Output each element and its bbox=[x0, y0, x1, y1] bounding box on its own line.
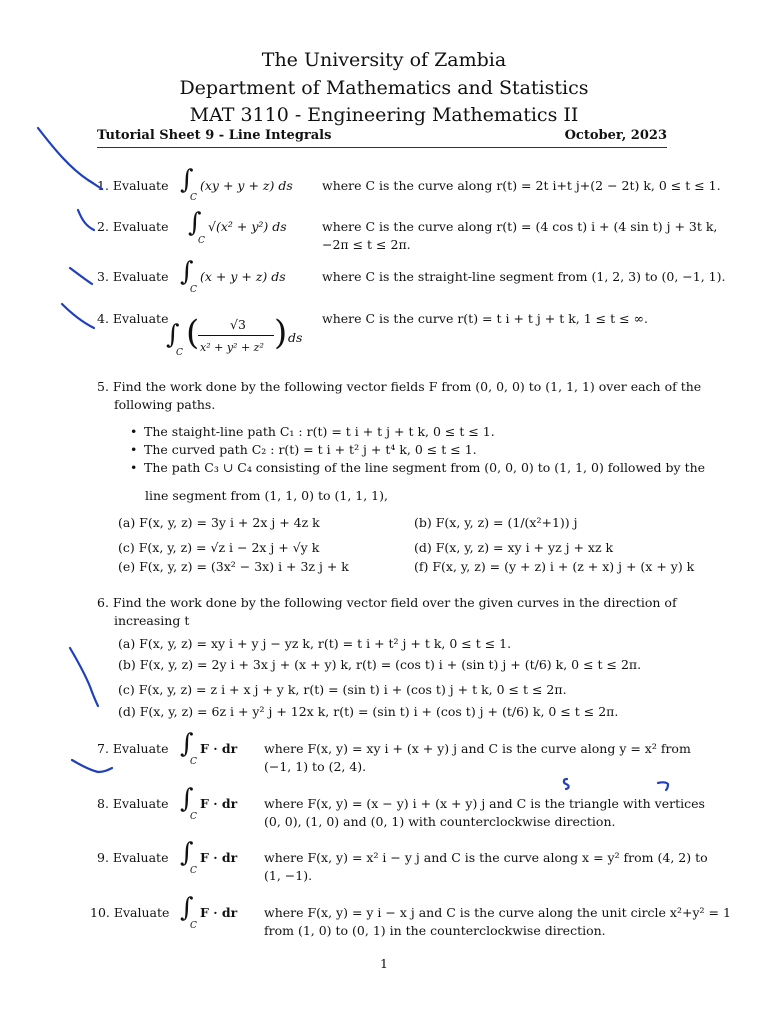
q6-part-c: (c) F(x, y, z) = z i + x j + y k, r(t) = (sin t) i + (cos t) j + t k, 0 ≤ t ≤ 2π. bbox=[118, 682, 567, 697]
q4-ds: ds bbox=[288, 330, 303, 345]
integral-sign: ∫ bbox=[166, 320, 180, 350]
integral-sign: ∫ bbox=[180, 893, 194, 923]
checkmark-q2 bbox=[78, 210, 94, 230]
q9-condition-line1: where F(x, y) = x² i − y j and C is the curve along x = y² from (4, 2) to bbox=[264, 850, 708, 865]
integral-sign: ∫ bbox=[180, 165, 194, 195]
q7-label: 7. Evaluate bbox=[97, 741, 169, 756]
q5-field-d: (d) F(x, y, z) = xy i + yz j + xz k bbox=[414, 540, 614, 555]
checkmark-q1 bbox=[38, 128, 102, 189]
integral-subscript: C bbox=[198, 236, 205, 246]
q6-part-b: (b) F(x, y, z) = 2y i + 3x j + (x + y) k, r(t) = (cos t) i + (sin t) j + (t/6) k, 0 ≤ t ≤ 2π. bbox=[118, 657, 642, 672]
integral-subscript: C bbox=[190, 285, 197, 295]
checkmark-q7 bbox=[72, 760, 112, 772]
integral-subscript: C bbox=[190, 921, 197, 931]
q5-path-1: • The staight-line path C₁ : r(t) = t i + t j + t k, 0 ≤ t ≤ 1. bbox=[130, 423, 705, 441]
department-title: Department of Mathematics and Statistics bbox=[179, 77, 589, 99]
q9-integrand: F · dr bbox=[200, 850, 238, 865]
q1-label: 1. Evaluate bbox=[97, 178, 169, 193]
q9-condition-line2: (1, −1). bbox=[264, 868, 313, 883]
q10-condition-line2: from (1, 0) to (0, 1) in the counterclockwise direction. bbox=[264, 923, 606, 938]
q8-condition-line2: (0, 0), (1, 0) and (0, 1) with counterclockwise direction. bbox=[264, 814, 616, 829]
q1-condition: where C is the curve along r(t) = 2t i+t j+(2 − 2t) k, 0 ≤ t ≤ 1. bbox=[322, 178, 721, 193]
q5-path-list bbox=[130, 423, 705, 477]
left-paren: ( bbox=[186, 313, 200, 353]
q6-line1: 6. Find the work done by the following vector field over the given curves in the direction of bbox=[97, 595, 677, 610]
q4-denominator: x² + y² + z² bbox=[200, 341, 264, 354]
q5-path-2: • The curved path C₂ : r(t) = t i + t² j + t⁴ k, 0 ≤ t ≤ 1. bbox=[130, 441, 705, 459]
q5-path-3: • The path C₃ ∪ C₄ consisting of the line segment from (0, 0, 0) to (1, 1, 0) followed by the bbox=[130, 459, 705, 477]
pen-mark-s bbox=[564, 779, 569, 789]
header-rule bbox=[97, 147, 667, 148]
page-number: 1 bbox=[380, 956, 388, 971]
q5-field-b: (b) F(x, y, z) = (1/(x²+1)) j bbox=[414, 515, 578, 530]
q10-label: 10. Evaluate bbox=[90, 905, 170, 920]
integral-sign: ∫ bbox=[180, 784, 194, 814]
q7-condition-line2: (−1, 1) to (2, 4). bbox=[264, 759, 367, 774]
checkmark-q3 bbox=[70, 268, 92, 284]
q6-part-a: (a) F(x, y, z) = xy i + y j − yz k, r(t) = t i + t² j + t k, 0 ≤ t ≤ 1. bbox=[118, 636, 512, 651]
checkmark-q6 bbox=[70, 648, 98, 706]
q2-integrand: √(x² + y²) ds bbox=[208, 219, 287, 234]
q5-field-a: (a) F(x, y, z) = 3y i + 2x j + 4z k bbox=[118, 515, 320, 530]
university-title: The University of Zambia bbox=[261, 49, 507, 71]
course-title: MAT 3110 - Engineering Mathematics II bbox=[189, 104, 579, 126]
q3-condition: where C is the straight-line segment from (1, 2, 3) to (0, −1, 1). bbox=[322, 269, 726, 284]
integral-subscript: C bbox=[190, 757, 197, 767]
integral-subscript: C bbox=[190, 812, 197, 822]
sheet-date: October, 2023 bbox=[564, 128, 667, 143]
q2-condition-line2: −2π ≤ t ≤ 2π. bbox=[322, 237, 411, 252]
q5-field-e: (e) F(x, y, z) = (3x² − 3x) i + 3z j + k bbox=[118, 559, 349, 574]
q6-line2: increasing t bbox=[114, 613, 190, 628]
q4-condition: where C is the curve r(t) = t i + t j + t k, 1 ≤ t ≤ ∞. bbox=[322, 311, 648, 326]
q9-label: 9. Evaluate bbox=[97, 850, 169, 865]
sheet-subheader bbox=[97, 128, 667, 143]
q5-field-c: (c) F(x, y, z) = √z i − 2x j + √y k bbox=[118, 540, 320, 555]
q7-condition-line1: where F(x, y) = xy i + (x + y) j and C is the curve along y = x² from bbox=[264, 741, 691, 756]
q7-integrand: F · dr bbox=[200, 741, 238, 756]
right-paren: ) bbox=[274, 313, 288, 353]
q10-condition-line1: where F(x, y) = y i − x j and C is the curve along the unit circle x²+y² = 1 bbox=[264, 905, 731, 920]
q2-label: 2. Evaluate bbox=[97, 219, 169, 234]
fraction-bar bbox=[198, 335, 274, 336]
q5-line1: 5. Find the work done by the following vector fields F from (0, 0, 0) to (1, 1, 1) over each of the bbox=[97, 379, 702, 394]
q4-numerator: √3 bbox=[230, 317, 246, 332]
integral-subscript: C bbox=[190, 193, 197, 203]
q5-field-f: (f) F(x, y, z) = (y + z) i + (z + x) j + (x + y) k bbox=[414, 559, 695, 574]
q5-path-3-cont: line segment from (1, 1, 0) to (1, 1, 1), bbox=[145, 488, 388, 503]
q6-part-d: (d) F(x, y, z) = 6z i + y² j + 12x k, r(t) = (sin t) i + (cos t) j + (t/6) k, 0 ≤ t ≤ 2π. bbox=[118, 704, 619, 719]
q1-integrand: (xy + y + z) ds bbox=[200, 178, 293, 193]
q4-label: 4. Evaluate bbox=[97, 311, 169, 326]
integral-subscript: C bbox=[190, 866, 197, 876]
pen-mark-hook bbox=[658, 782, 668, 790]
checkmark-q4 bbox=[62, 304, 94, 328]
integral-sign: ∫ bbox=[180, 257, 194, 287]
q3-label: 3. Evaluate bbox=[97, 269, 169, 284]
sheet-title: Tutorial Sheet 9 - Line Integrals bbox=[97, 128, 332, 143]
q2-condition-line1: where C is the curve along r(t) = (4 cos t) i + (4 sin t) j + 3t k, bbox=[322, 219, 718, 234]
q3-integrand: (x + y + z) ds bbox=[200, 269, 286, 284]
q10-integrand: F · dr bbox=[200, 905, 238, 920]
integral-sign: ∫ bbox=[180, 838, 194, 868]
integral-sign: ∫ bbox=[188, 208, 202, 238]
integral-subscript: C bbox=[176, 348, 183, 358]
integral-sign: ∫ bbox=[180, 729, 194, 759]
q8-label: 8. Evaluate bbox=[97, 796, 169, 811]
q8-condition-line1: where F(x, y) = (x − y) i + (x + y) j and C is the triangle with vertices bbox=[264, 796, 705, 811]
q8-integrand: F · dr bbox=[200, 796, 238, 811]
q5-line2: following paths. bbox=[114, 397, 216, 412]
